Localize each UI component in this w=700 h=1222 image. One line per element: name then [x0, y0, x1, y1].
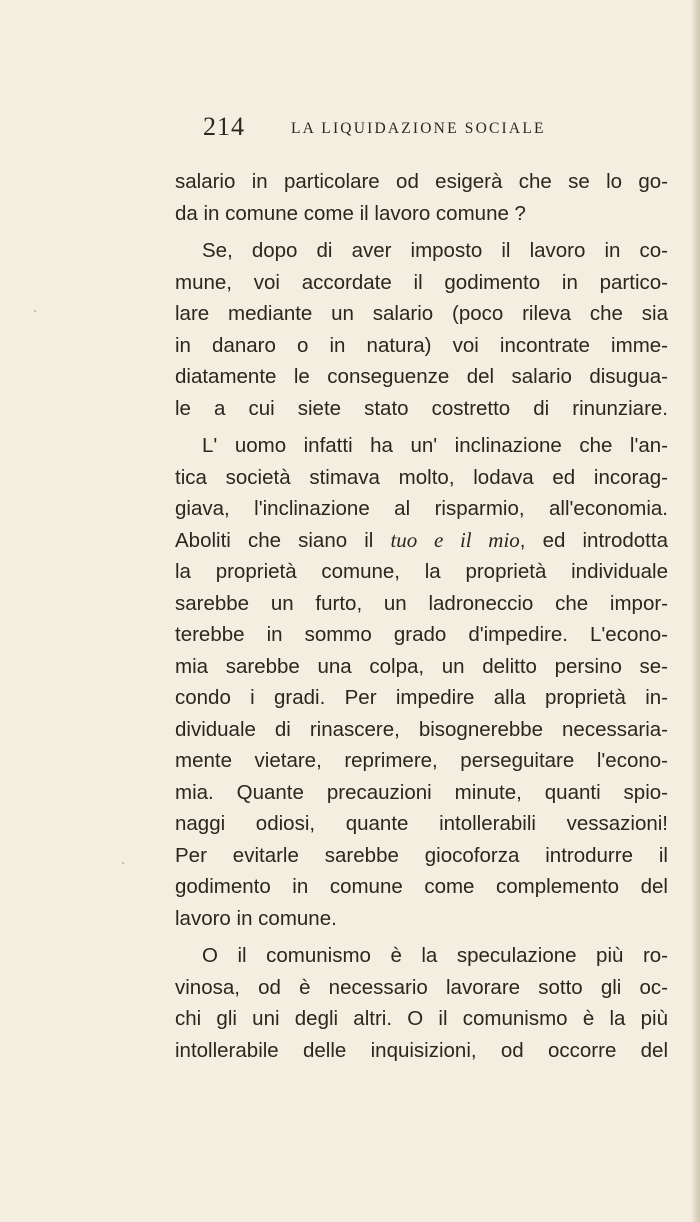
- text-line: O il comunismo è la speculazione più ro-: [202, 944, 668, 967]
- text-line: intollerabile delle inquisizioni, od occorre del: [175, 1038, 668, 1062]
- text-line: tica società stimava molto, lodava ed incorag-: [175, 465, 668, 489]
- text-line: condo i gradi. Per impedire alla proprietà in-: [175, 686, 668, 709]
- text-line: la proprietà comune, la proprietà individuale: [175, 560, 668, 583]
- italic-phrase: tuo e il mio: [390, 527, 520, 552]
- running-title: LA LIQUIDAZIONE SOCIALE: [291, 120, 546, 137]
- page-header: [203, 112, 673, 146]
- text-line: sarebbe un furto, un ladroneccio che impor-: [175, 591, 668, 615]
- body-text: [175, 166, 668, 1066]
- text-line: salario in particolare od esigerà che se lo go-: [175, 170, 668, 193]
- text-line: chi gli uni degli altri. O il comunismo è la più: [175, 1007, 668, 1030]
- text-line: giava, l'inclinazione al risparmio, all'economia.: [175, 497, 668, 520]
- paper-speck: [34, 310, 36, 312]
- text-line: mia. Quante precauzioni minute, quanti spio-: [175, 780, 668, 804]
- text-line: dividuale di rinascere, bisognerebbe necessaria-: [175, 717, 668, 741]
- text-line: da in comune come il lavoro comune ?: [175, 201, 526, 225]
- text-line: mia sarebbe una colpa, un delitto persino se-: [175, 654, 668, 678]
- page-edge-shadow: [692, 0, 700, 1222]
- text-line: terebbe in sommo grado d'impedire. L'econo-: [175, 623, 668, 646]
- text-line: lare mediante un salario (poco rileva che sia: [175, 302, 668, 325]
- text-line: godimento in comune come complemento del: [175, 875, 668, 898]
- text-line: vinosa, od è necessario lavorare sotto gli oc-: [175, 975, 668, 999]
- text-segment: Aboliti che siano il: [175, 528, 391, 552]
- text-line: mune, voi accordate il godimento in partico-: [175, 270, 668, 294]
- text-line: diatamente le conseguenze del salario disugua-: [175, 365, 668, 388]
- text-line: Se, dopo di aver imposto il lavoro in co-: [202, 239, 668, 262]
- text-line: mente vietare, reprimere, perseguitare l'econo-: [175, 749, 668, 772]
- text-line: Per evitarle sarebbe giocoforza introdurre il: [175, 843, 668, 867]
- text-line: le a cui siete stato costretto di rinunziare.: [175, 396, 668, 420]
- text-segment: , ed introdotta: [519, 528, 668, 552]
- paper-speck: [122, 862, 124, 864]
- text-line: naggi odiosi, quante intollerabili vessazioni!: [175, 812, 668, 835]
- page-number: 214: [203, 112, 245, 141]
- text-line: L' uomo infatti ha un' inclinazione che l'an-: [202, 434, 668, 457]
- text-line-with-italic: [175, 525, 668, 557]
- text-line: lavoro in comune.: [175, 906, 337, 930]
- text-line: in danaro o in natura) voi incontrate imme-: [175, 333, 668, 357]
